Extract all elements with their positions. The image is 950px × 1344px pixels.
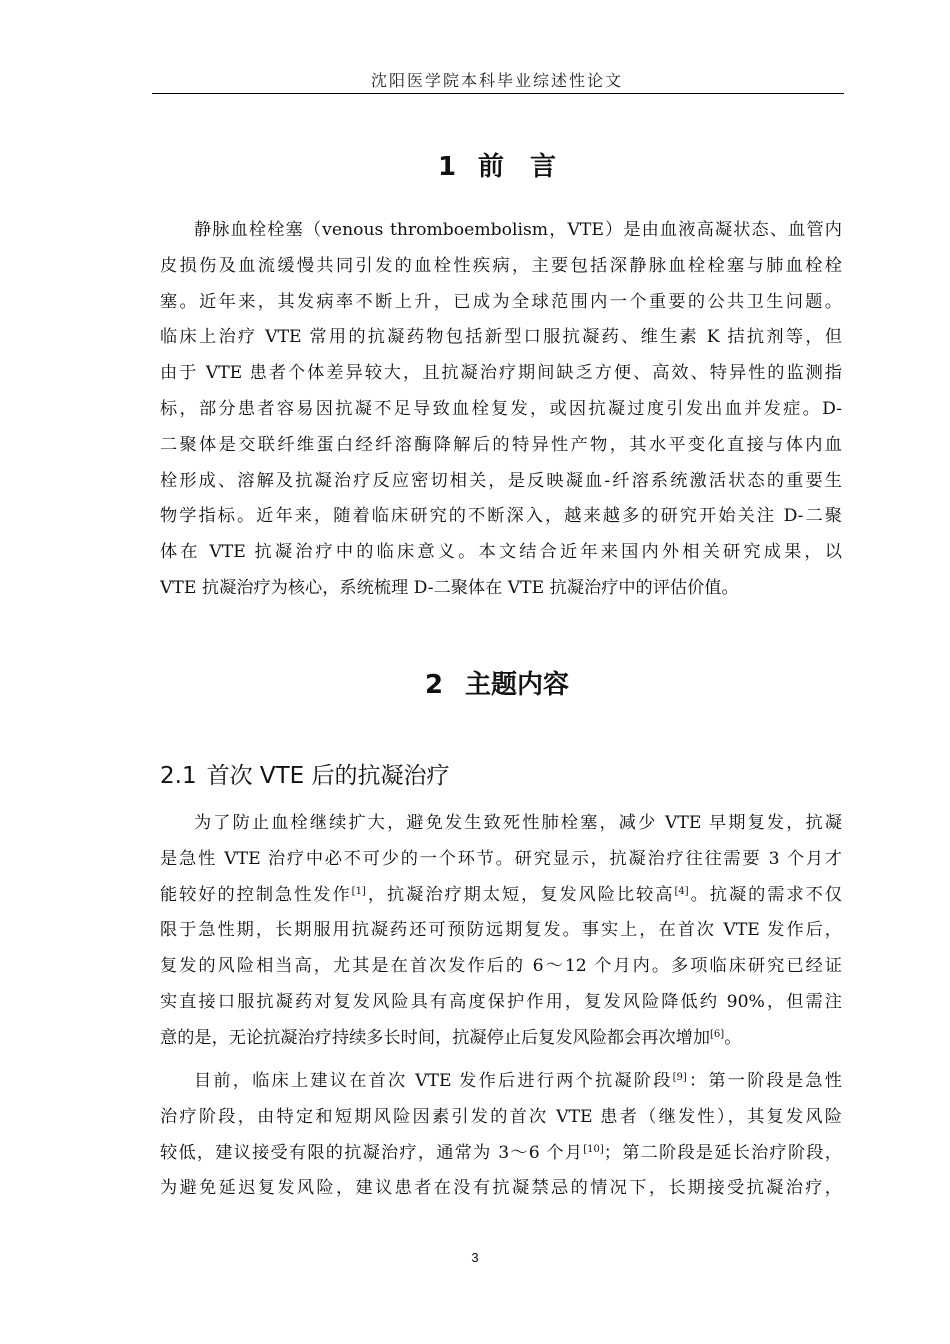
text-line	[160, 1021, 842, 1057]
text-line: 治疗阶段，由特定和短期风险因素引发的首次 VTE 患者（继发性），其复发风险	[160, 1106, 842, 1127]
text-line	[160, 1064, 842, 1100]
text-line: 静脉血栓栓塞（venous thromboembolism，VTE）是由血液高凝状态、血管内	[194, 220, 842, 240]
text-line: 为了防止血栓继续扩大，避免发生致死性肺栓塞，减少 VTE 早期复发，抗凝	[194, 813, 842, 833]
subsection-title: 首次 VTE 后的抗凝治疗	[206, 763, 450, 789]
citation: [9]	[672, 1072, 687, 1083]
section-1-heading	[152, 146, 842, 183]
text-line: 复发的风险相当高，尤其是在首次发作后的 6～12 个月内。多项临床研究已经证	[160, 956, 842, 977]
section-title: 主题内容	[465, 670, 570, 700]
text-line: 二聚体是交联纤维蛋白经纤溶酶降解后的特异性产物，其水平变化直接与体内血	[160, 434, 842, 455]
page-number: 3	[471, 1250, 479, 1265]
text-line: 实直接口服抗凝药对复发风险具有高度保护作用，复发风险降低约 90%，但需注	[160, 991, 842, 1012]
text-line: 皮损伤及血流缓慢共同引发的血栓性疾病，主要包括深静脉血栓栓塞与肺血栓栓	[160, 255, 842, 276]
text-run: ，抗凝治疗期太短，复发风险比较高	[365, 884, 675, 905]
citation: [10]	[583, 1143, 604, 1155]
header-rule	[152, 93, 844, 94]
text-line: 临床上治疗 VTE 常用的抗凝药物包括新型口服抗凝药、维生素 K 拮抗剂等，但	[160, 327, 842, 348]
text-run: 能较好的控制急性发作	[160, 884, 352, 905]
text-line: 栓形成、溶解及抗凝治疗反应密切相关，是反映凝血-纤溶系统激活状态的重要生	[160, 470, 842, 491]
text-run: 意的是，无论抗凝治疗持续多长时间，抗凝停止后复发风险都会再次增加	[160, 1027, 711, 1048]
subsection-2-1-heading	[160, 757, 450, 790]
text-line	[160, 878, 842, 914]
section-number: 1	[437, 152, 457, 182]
text-line: 由于 VTE 患者个体差异较大，且抗凝治疗期间缺乏方便、高效、特异性的监测指	[160, 363, 842, 384]
running-header: 沈阳医学院本科毕业综述性论文	[370, 71, 623, 90]
section-title: 前 言	[478, 152, 557, 182]
text-line: 物学指标。近年来，随着临床研究的不断深入，越来越多的研究开始关注 D-二聚	[160, 506, 842, 527]
text-line: 标，部分患者容易因抗凝不足导致血栓复发，或因抗凝过度引发出血并发症。D-	[160, 398, 842, 419]
text-line: 限于急性期，长期服用抗凝药还可预防远期复发。事实上，在首次 VTE 发作后，	[160, 920, 842, 941]
citation: [1]	[351, 885, 366, 897]
text-line: 塞。近年来，其发病率不断上升，已成为全球范围内一个重要的公共卫生问题。	[160, 291, 842, 312]
text-run: 较低，建议接受有限的抗凝治疗，通常为 3～6 个月	[160, 1142, 584, 1163]
text-run: ：第一阶段是急性	[686, 1071, 842, 1091]
paragraph-introduction	[160, 213, 842, 607]
section-2-heading	[152, 664, 842, 701]
text-line: 是急性 VTE 治疗中必不可少的一个环节。研究显示，抗凝治疗往往需要 3 个月才	[160, 848, 842, 869]
text-run: 。	[724, 1027, 742, 1048]
text-run: 目前，临床上建议在首次 VTE 发作后进行两个抗凝阶段	[194, 1071, 673, 1091]
paragraph-two-phases	[160, 1064, 842, 1207]
citation: [6]	[710, 1028, 725, 1040]
citation: [4]	[674, 885, 689, 897]
text-run: ；第二阶段是延长治疗阶段，	[603, 1142, 842, 1163]
text-line: 体在 VTE 抗凝治疗中的临床意义。本文结合近年来国内外相关研究成果，以	[160, 542, 842, 563]
text-line: VTE 抗凝治疗为核心，系统梳理 D-二聚体在 VTE 抗凝治疗中的评估价值。	[160, 577, 739, 598]
text-line: 为避免延迟复发风险，建议患者在没有抗凝禁忌的情况下，长期接受抗凝治疗，	[160, 1178, 842, 1199]
text-run: 。抗凝的需求不仅	[688, 884, 842, 905]
subsection-number: 2.1	[160, 763, 197, 789]
text-line	[160, 1136, 842, 1172]
section-number: 2	[424, 670, 444, 700]
paragraph-first-vte	[160, 806, 842, 1057]
